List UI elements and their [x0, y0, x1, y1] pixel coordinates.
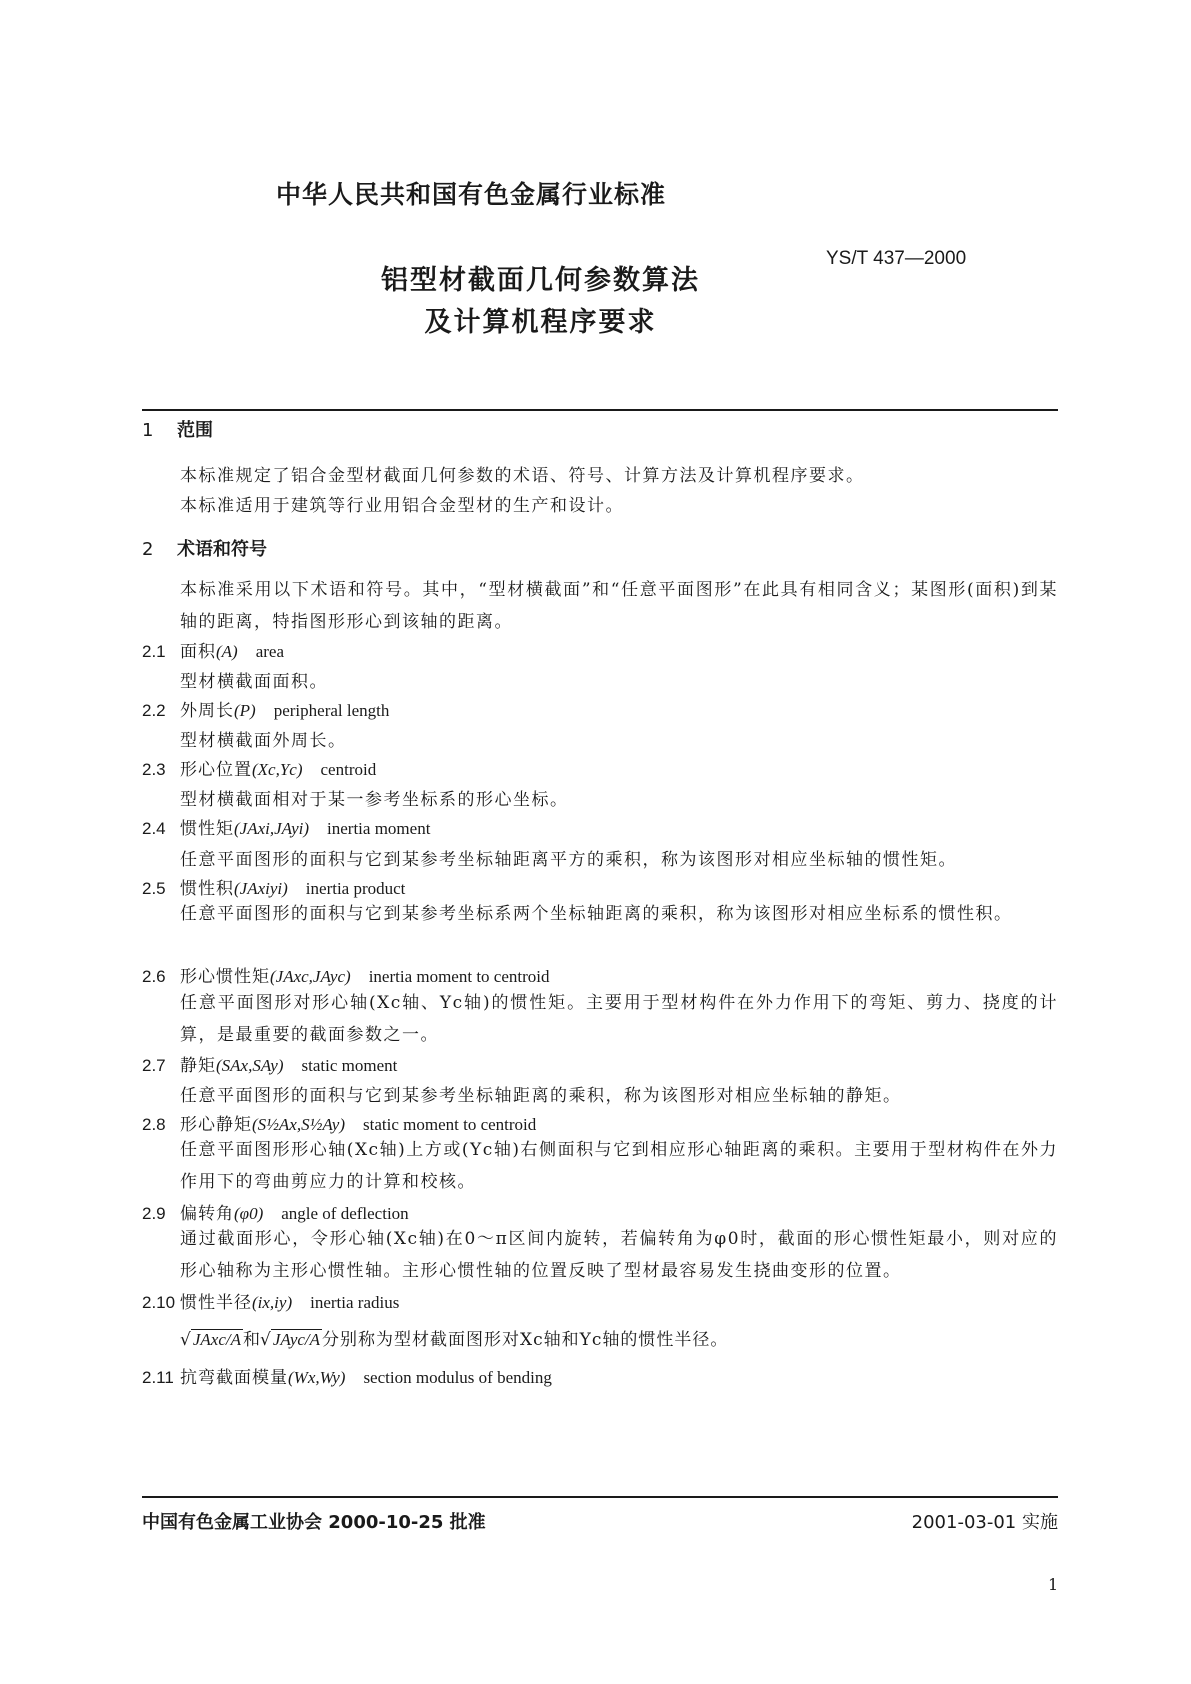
- term-heading: [142, 1199, 409, 1224]
- approval-note: 中国有色金属工业协会 2000-10-25 批准: [142, 1512, 486, 1533]
- section-title: 术语和符号: [177, 539, 267, 560]
- term-number: 2.8: [142, 1115, 166, 1134]
- section-number: 1: [142, 420, 154, 441]
- term-symbol: (JAxi,JAyi): [234, 819, 310, 838]
- term-heading: [142, 1110, 536, 1135]
- term-desc: 型材横截面面积。: [180, 672, 328, 692]
- term-heading: [142, 1288, 399, 1313]
- standard-number: YS/T 437—2000: [826, 248, 967, 269]
- term-number: 2.6: [142, 967, 166, 986]
- radicand-x: JAxc/A: [192, 1330, 241, 1349]
- term-desc: 型材横截面相对于某一参考坐标系的形心坐标。: [180, 790, 569, 810]
- term-cn: 形心位置: [180, 760, 252, 780]
- paragraph: 本标准规定了铝合金型材截面几何参数的术语、符号、计算方法及计算机程序要求。: [180, 466, 865, 486]
- term-en: inertia product: [305, 879, 406, 898]
- term-symbol: (φ0): [234, 1204, 264, 1223]
- term-desc: 任意平面图形的面积与它到某参考坐标轴距离平方的乘积，称为该图形对相应坐标轴的惯性矩。: [180, 850, 957, 870]
- section-title: 范围: [177, 420, 213, 441]
- term-en: section modulus of bending: [363, 1368, 552, 1387]
- term-symbol: (P): [234, 701, 256, 720]
- term-symbol: (JAxc,JAyc): [270, 967, 351, 986]
- term-heading: [142, 962, 550, 987]
- term-symbol: (SAx,SAy): [216, 1056, 284, 1075]
- section-number: 2: [142, 539, 154, 560]
- term-en: angle of deflection: [281, 1204, 409, 1223]
- term-number: 2.9: [142, 1204, 166, 1223]
- term-en: inertia moment to centroid: [368, 967, 550, 986]
- term-cn: 形心静矩: [180, 1115, 252, 1135]
- term-number: 2.10: [142, 1293, 176, 1312]
- term-cn: 面积: [180, 642, 216, 662]
- paragraph: 本标准采用以下术语和符号。其中，“型材横截面”和“任意平面图形”在此具有相同含义；某图形(面积)到某轴的距离，特指图形形心到该轴的距离。: [180, 580, 1058, 632]
- term-cn: 惯性积: [180, 879, 234, 899]
- term-desc: 分别称为型材截面图形对Xc轴和Yc轴的惯性半径。: [322, 1330, 729, 1350]
- term-desc: 通过截面形心，令形心轴(Xc轴)在0～π区间内旋转，若偏转角为φ0时，截面的形心惯性矩最小，则对应的形心轴称为主形心惯性轴。主形心惯性轴的位置反映了型材最容易发生挠曲变形的位置。: [180, 1229, 1058, 1281]
- term-heading: [142, 814, 430, 839]
- section-1-heading: [142, 416, 213, 442]
- paragraph: 本标准适用于建筑等行业用铝合金型材的生产和设计。: [180, 496, 624, 516]
- org-title: 中华人民共和国有色金属行业标准: [276, 180, 667, 209]
- term-cn: 形心惯性矩: [180, 967, 270, 987]
- term-symbol: (Xc,Yc): [252, 760, 303, 779]
- term-cn: 抗弯截面模量: [180, 1368, 288, 1388]
- term-number: 2.5: [142, 879, 166, 898]
- footer-rule: [142, 1496, 1058, 1498]
- term-desc: 任意平面图形对形心轴(Xc轴、Yc轴)的惯性矩。主要用于型材构件在外力作用下的弯矩、剪力、挠度的计算，是最重要的截面参数之一。: [180, 993, 1058, 1045]
- term-heading: [142, 1051, 397, 1076]
- effective-date: 2001-03-01 实施: [911, 1512, 1058, 1533]
- term-en: peripheral length: [273, 701, 390, 720]
- term-symbol: (A): [216, 642, 238, 661]
- header-rule: [142, 409, 1058, 411]
- radicand-y: JAyc/A: [272, 1330, 321, 1349]
- term-desc: 型材横截面外周长。: [180, 731, 347, 751]
- term-number: 2.7: [142, 1056, 166, 1075]
- term-heading: [142, 696, 389, 721]
- sqrt-symbol: √: [180, 1330, 191, 1350]
- term-number: 2.4: [142, 819, 166, 838]
- term-symbol: (S½Ax,S½Ay): [252, 1115, 345, 1134]
- term-desc: 任意平面图形形心轴(Xc轴)上方或(Yc轴)右侧面积与它到相应形心轴距离的乘积。主要用于型材构件在外力作用下的弯曲剪应力的计算和校核。: [180, 1140, 1058, 1192]
- term-en: static moment to centroid: [363, 1115, 537, 1134]
- inertia-radius-formula: [180, 1325, 728, 1350]
- doc-title-line1: 铝型材截面几何参数算法: [381, 265, 700, 296]
- term-number: 2.2: [142, 701, 166, 720]
- sqrt-symbol: √: [259, 1330, 271, 1350]
- term-cn: 惯性半径: [180, 1293, 252, 1313]
- term-en: inertia moment: [327, 819, 431, 838]
- doc-title-line2: 及计算机程序要求: [424, 307, 657, 338]
- term-desc: 任意平面图形的面积与它到某参考坐标轴距离的乘积，称为该图形对相应坐标轴的静矩。: [180, 1086, 902, 1106]
- term-cn: 外周长: [180, 701, 234, 721]
- term-heading: [142, 637, 284, 662]
- formula-conjunction: 和: [242, 1330, 260, 1350]
- term-symbol: (ix,iy): [252, 1293, 293, 1312]
- section-2-heading: [142, 535, 267, 561]
- term-heading: [142, 755, 376, 780]
- term-cn: 惯性矩: [180, 819, 234, 839]
- term-en: inertia radius: [310, 1293, 400, 1312]
- term-number: 2.1: [142, 642, 166, 661]
- term-symbol: (Wx,Wy): [288, 1368, 346, 1387]
- term-number: 2.3: [142, 760, 166, 779]
- term-cn: 偏转角: [180, 1204, 234, 1224]
- term-cn: 静矩: [180, 1056, 216, 1076]
- term-en: centroid: [320, 760, 377, 779]
- term-heading: [142, 874, 405, 899]
- term-symbol: (JAxiyi): [234, 879, 288, 898]
- term-number: 2.11: [142, 1368, 174, 1387]
- page-number: 1: [1048, 1575, 1059, 1594]
- term-heading: [142, 1363, 552, 1388]
- term-en: area: [255, 642, 285, 661]
- term-en: static moment: [301, 1056, 398, 1075]
- term-desc: 任意平面图形的面积与它到某参考坐标系两个坐标轴距离的乘积，称为该图形对相应坐标系的惯性积。: [180, 904, 1013, 924]
